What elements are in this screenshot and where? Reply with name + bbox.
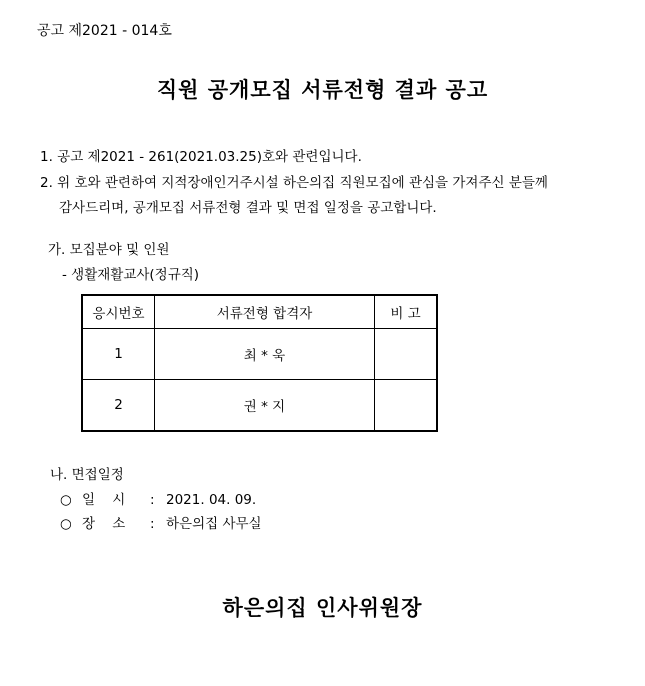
paragraph-item-1: 1. 공고 제2021 - 261(2021.03.25)호와 관련입니다. <box>40 149 362 165</box>
results-table <box>81 294 438 432</box>
cell-exam-number: 1 <box>82 329 155 380</box>
schedule-colon: : <box>150 516 155 532</box>
schedule-label: 일 시 <box>82 492 126 508</box>
schedule-value: 2021. 04. 09. <box>166 492 257 508</box>
header-exam-number: 응시번호 <box>82 295 155 329</box>
circle-bullet-icon: ○ <box>60 516 72 532</box>
paragraph-item-2-line-1: 2. 위 호와 관련하여 지적장애인거주시설 하은의집 직원모집에 관심을 가져주신 분들께 <box>40 175 548 191</box>
signature-line: 하은의집 인사위원장 <box>222 596 423 620</box>
cell-applicant-name: 최 * 욱 <box>155 329 375 380</box>
section-b-heading: 나. 면접일정 <box>50 467 124 483</box>
header-passed-applicant: 서류전형 합격자 <box>155 295 375 329</box>
table-row <box>82 329 437 380</box>
cell-exam-number: 2 <box>82 380 155 432</box>
header-remarks: 비 고 <box>375 295 438 329</box>
schedule-date-row <box>60 488 256 508</box>
schedule-label: 장 소 <box>82 516 126 532</box>
schedule-colon: : <box>150 492 155 508</box>
table-row <box>82 380 437 432</box>
circle-bullet-icon: ○ <box>60 492 72 508</box>
document-title: 직원 공개모집 서류전형 결과 공고 <box>156 78 489 102</box>
cell-applicant-name: 권 * 지 <box>155 380 375 432</box>
section-a-heading: 가. 모집분야 및 인원 <box>48 242 170 258</box>
cell-remarks <box>375 380 438 432</box>
cell-remarks <box>375 329 438 380</box>
section-a-subheading: - 생활재활교사(정규직) <box>62 267 200 283</box>
notice-number: 공고 제2021 - 014호 <box>37 23 172 39</box>
table-header-row <box>82 295 437 329</box>
schedule-value: 하은의집 사무실 <box>166 516 262 532</box>
paragraph-item-2-line-2: 감사드리며, 공개모집 서류전형 결과 및 면접 일정을 공고합니다. <box>59 200 437 216</box>
schedule-location-row <box>60 512 262 532</box>
